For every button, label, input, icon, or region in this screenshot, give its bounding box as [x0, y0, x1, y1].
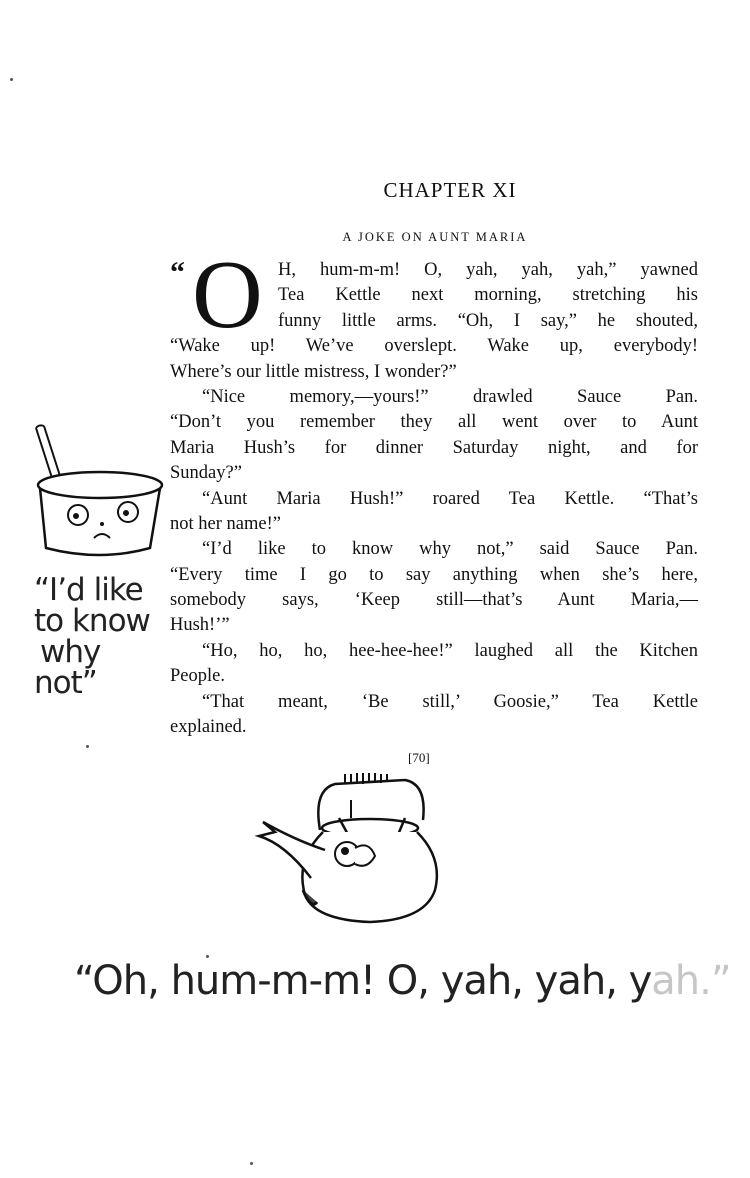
text-line: Sunday?”	[170, 463, 242, 484]
opening-quote-mark: “	[170, 256, 185, 289]
text-line: “Aunt Maria Hush!” roared Tea Kettle. “That’s	[202, 488, 698, 509]
text-line: explained.	[170, 717, 247, 738]
text-line: “That meant, ‘Be still,’ Goosie,” Tea Kettle	[202, 691, 698, 712]
tea-kettle-illustration	[255, 770, 445, 940]
page-speck	[10, 78, 13, 81]
text-line: People.	[170, 666, 225, 687]
text-line: H, hum-m-m! O, yah, yah, yah,” yawned	[278, 260, 698, 280]
caption-main: “Oh, hum-m-m! O, yah, yah, y	[74, 958, 652, 1004]
drop-cap: O	[192, 241, 263, 349]
caption-line: why	[40, 634, 101, 670]
page-speck	[86, 745, 89, 748]
text-line: not her name!”	[170, 513, 281, 534]
text-line: “Wake up! We’ve overslept. Wake up, everybody!	[170, 336, 698, 357]
chapter-title: CHAPTER XI	[383, 178, 517, 202]
text-line: Tea Kettle next morning, stretching his	[278, 285, 698, 306]
text-line: “Nice memory,—yours!” drawled Sauce Pan.	[202, 386, 698, 407]
text-line: Where’s our little mistress, I wonder?”	[170, 361, 457, 382]
chapter-text	[170, 258, 698, 740]
page-number: [70]	[408, 750, 430, 765]
text-line: “Don’t you remember they all went over to Aunt	[170, 412, 698, 433]
chapter-subtitle: A JOKE ON AUNT MARIA	[342, 230, 528, 244]
text-line: funny little arms. “Oh, I say,” he shouted,	[278, 310, 698, 331]
text-line: “Every time I go to say anything when she’s here,	[170, 564, 698, 585]
caption-faded-end: ah.”	[651, 958, 731, 1004]
saucepan-illustration	[30, 420, 170, 570]
text-line: “I’d like to know why not,” said Sauce Pan.	[202, 539, 698, 560]
caption-line: not”	[34, 665, 97, 701]
page-speck	[250, 1162, 253, 1165]
side-hand-lettered-caption	[34, 572, 169, 701]
caption-line: to know	[34, 603, 150, 639]
text-line: somebody says, ‘Keep still—that’s Aunt Maria,—	[170, 590, 698, 611]
text-line: Hush!’”	[170, 615, 230, 636]
caption-line: “I’d like	[34, 572, 143, 608]
page-speck	[206, 955, 209, 958]
bottom-hand-lettered-caption	[74, 958, 731, 1004]
text-line: “Ho, ho, ho, hee-hee-hee!” laughed all the Kitchen	[202, 640, 698, 661]
text-line: Maria Hush’s for dinner Saturday night, and for	[170, 437, 698, 458]
